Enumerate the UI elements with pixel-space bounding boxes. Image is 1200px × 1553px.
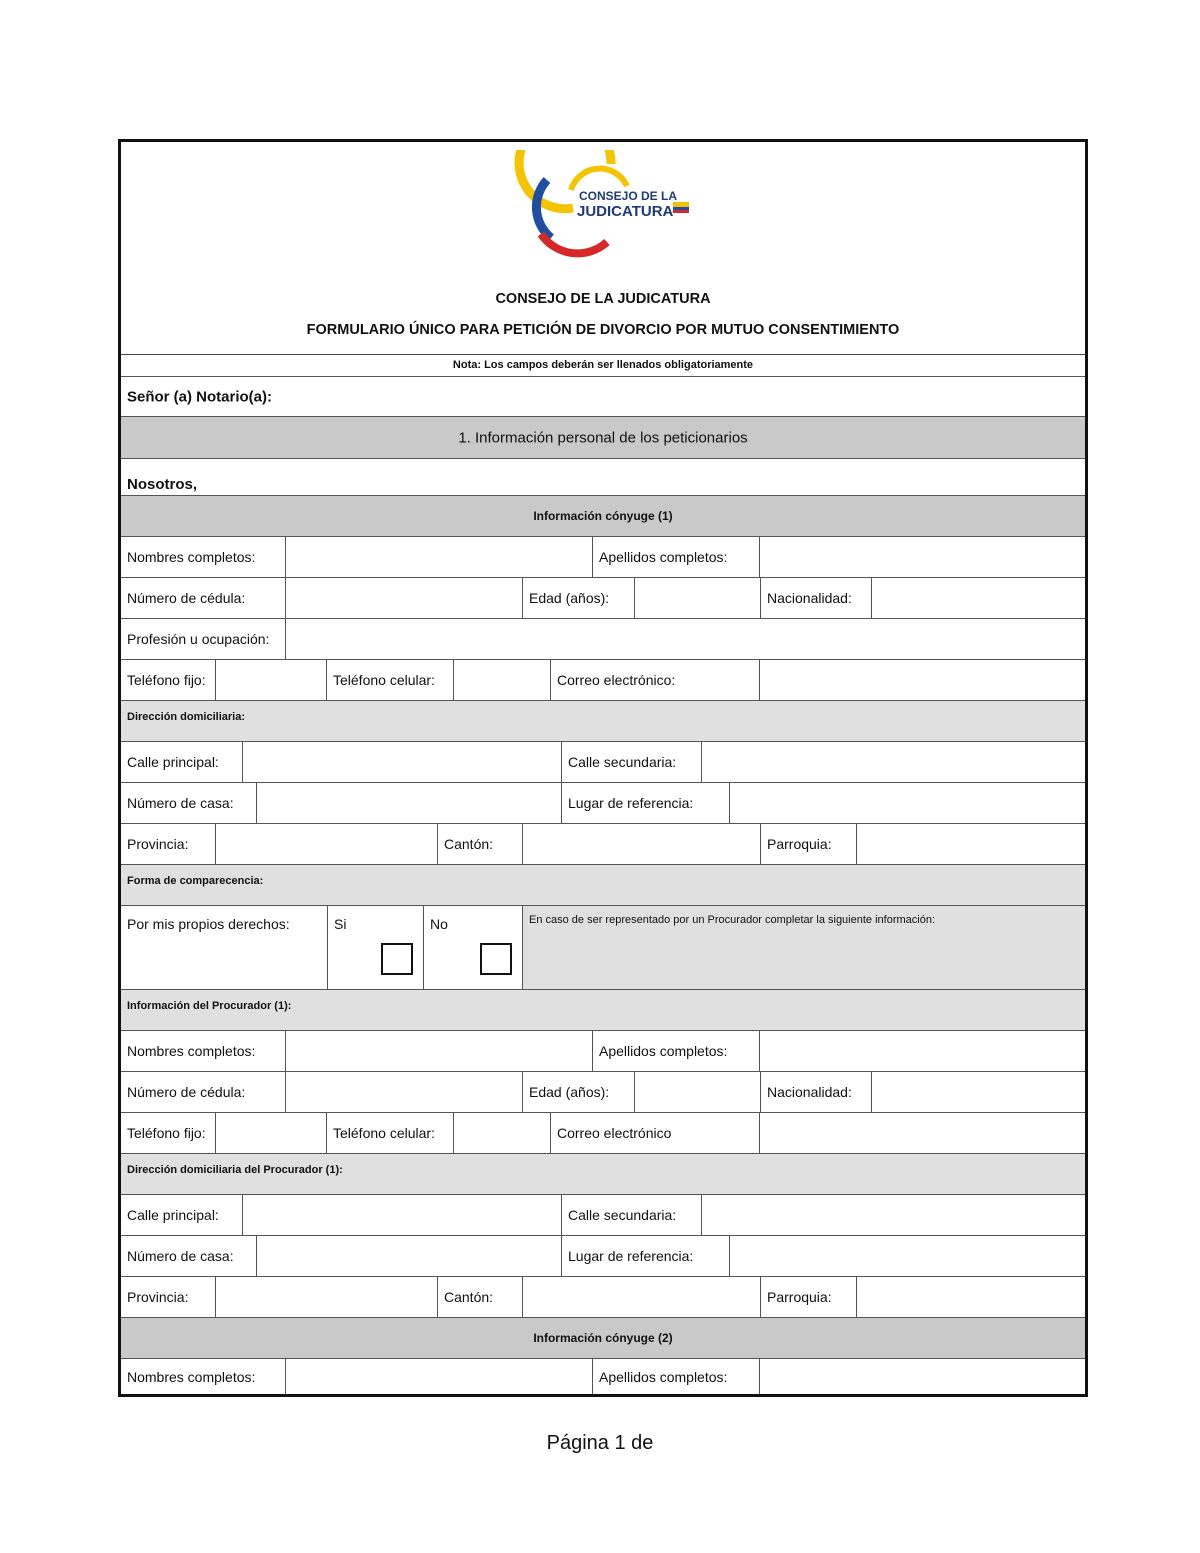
spouse1-apellidos-field[interactable] [759, 537, 1085, 577]
spouse1-direccion-label: Dirección domiciliaria: [127, 711, 245, 723]
procurador1-nacionalidad-field[interactable] [871, 1072, 1085, 1112]
spouse2-nombres-label: Nombres completos: [127, 1368, 256, 1385]
procurador1-provincia-field[interactable] [215, 1277, 437, 1317]
spouse2-apellidos-label: Apellidos completos: [599, 1368, 728, 1385]
spouse1-provincia-row [121, 824, 1085, 865]
addressee-row[interactable] [121, 377, 1085, 417]
procurador1-canton-field[interactable] [522, 1277, 760, 1317]
spouse1-title: Información cónyuge (1) [533, 509, 673, 523]
spouse1-edad-field[interactable] [634, 578, 760, 618]
addressee-label: Señor (a) Notario(a): [127, 388, 273, 405]
spouse1-provincia-label: Provincia: [127, 836, 189, 852]
spouse1-apellidos-label: Apellidos completos: [599, 549, 728, 565]
spouse1-nacionalidad-field[interactable] [871, 578, 1085, 618]
spouse1-calles-label: Calle secundaria: [568, 754, 677, 770]
spouse1-casa-label: Número de casa: [127, 795, 234, 811]
spouse1-callep-label: Calle principal: [127, 754, 219, 770]
note-row [121, 354, 1085, 377]
spouse1-telcelular-field[interactable] [453, 660, 550, 700]
spouse1-canton-field[interactable] [522, 824, 760, 864]
spouse1-edad-label: Edad (años): [529, 590, 610, 606]
spouse1-referencia-field[interactable] [729, 783, 1085, 823]
spouse1-derechos-row [121, 906, 1085, 990]
divorce-form [118, 139, 1088, 1397]
spouse1-derechos-label-cell [121, 906, 327, 989]
procurador1-provincia-row [121, 1277, 1085, 1318]
spouse1-telcelular-label: Teléfono celular: [333, 672, 435, 688]
spouse1-derechos-label: Por mis propios derechos: [127, 916, 290, 932]
procurador1-provincia-label: Provincia: [127, 1289, 189, 1305]
spouse2-nombres-field[interactable] [285, 1359, 592, 1394]
section1-title: 1. Información personal de los peticionarios [458, 429, 748, 446]
procurador1-referencia-label: Lugar de referencia: [568, 1248, 694, 1264]
procurador1-apellidos-label: Apellidos completos: [599, 1043, 728, 1059]
spouse1-parroquia-label-cell [760, 824, 856, 864]
procurador1-nombres-field[interactable] [285, 1031, 592, 1071]
spouse1-cedula-field[interactable] [285, 578, 522, 618]
spouse1-correo-label: Correo electrónico: [557, 672, 676, 688]
nosotros-row [121, 459, 1085, 496]
spouse1-names-row [121, 537, 1085, 578]
spouse1-apellidos-label-cell [592, 537, 759, 577]
spouse1-callep-label-cell [121, 742, 242, 782]
procurador1-correo-label-cell [550, 1113, 759, 1153]
spouse1-nombres-label-cell [121, 537, 285, 577]
procurador1-parroquia-label: Parroquia: [767, 1289, 832, 1305]
procurador1-calles-row [121, 1195, 1085, 1236]
procurador1-apellidos-field[interactable] [759, 1031, 1085, 1071]
procurador1-referencia-label-cell [561, 1236, 729, 1276]
spouse1-parroquia-field[interactable] [856, 824, 1085, 864]
procurador1-calles-field[interactable] [701, 1195, 1085, 1235]
spouse1-heading [121, 496, 1085, 537]
nosotros-label: Nosotros, [127, 476, 198, 493]
spouse1-forma-label: Forma de comparecencia: [127, 875, 264, 887]
spouse1-procurador-note: En caso de ser representado por un Procurador completar la siguiente información: [529, 914, 936, 926]
procurador1-nacionalidad-label-cell [760, 1072, 871, 1112]
spouse1-contact-row [121, 660, 1085, 701]
page-title: CONSEJO DE LA JUDICATURA [495, 291, 711, 307]
procurador1-nacionalidad-label: Nacionalidad: [767, 1084, 852, 1100]
procurador1-names-row [121, 1031, 1085, 1072]
section1-heading [121, 417, 1085, 459]
procurador1-parroquia-label-cell [760, 1277, 856, 1317]
spouse1-callep-field[interactable] [242, 742, 561, 782]
logo-text-line1: CONSEJO DE LA [579, 189, 678, 203]
procurador1-title: Información del Procurador (1): [127, 1000, 292, 1012]
procurador1-calles-label-cell [561, 1195, 701, 1235]
spouse1-forma-heading [121, 865, 1085, 906]
procurador1-telfijo-label: Teléfono fijo: [127, 1125, 206, 1141]
spouse1-cedula-label: Número de cédula: [127, 590, 246, 606]
procurador1-casa-field[interactable] [256, 1236, 561, 1276]
procurador1-referencia-field[interactable] [729, 1236, 1085, 1276]
spouse1-no-label: No [430, 916, 448, 932]
procurador1-cedula-field[interactable] [285, 1072, 522, 1112]
spouse1-profesion-field[interactable] [285, 619, 1085, 659]
spouse1-nombres-label: Nombres completos: [127, 549, 256, 565]
procurador1-callep-field[interactable] [242, 1195, 561, 1235]
spouse1-si-label: Si [334, 916, 347, 932]
procurador1-contact-row [121, 1113, 1085, 1154]
spouse1-canton-label: Cantón: [444, 836, 494, 852]
note-text: Nota: Los campos deberán ser llenados obligatoriamente [452, 359, 754, 371]
spouse1-si-cell [327, 906, 423, 989]
spouse1-profesion-label-cell [121, 619, 285, 659]
procurador1-correo-label: Correo electrónico [557, 1125, 672, 1141]
spouse2-apellidos-label-cell [592, 1359, 759, 1394]
procurador1-telcelular-field[interactable] [453, 1113, 550, 1153]
judicatura-logo [511, 150, 701, 260]
spouse1-id-row [121, 578, 1085, 619]
spouse1-provincia-label-cell [121, 824, 215, 864]
procurador1-edad-label-cell [522, 1072, 634, 1112]
spouse1-profesion-row [121, 619, 1085, 660]
spouse1-cedula-label-cell [121, 578, 285, 618]
spouse1-edad-label-cell [522, 578, 634, 618]
procurador1-nombres-label-cell [121, 1031, 285, 1071]
procurador1-direccion-heading [121, 1154, 1085, 1195]
spouse1-correo-field[interactable] [759, 660, 1085, 700]
procurador1-canton-label-cell [437, 1277, 522, 1317]
procurador1-correo-field[interactable] [759, 1113, 1085, 1153]
procurador1-casa-row [121, 1236, 1085, 1277]
procurador1-telcelular-label: Teléfono celular: [333, 1125, 435, 1141]
page-footer: Página 1 de [546, 1432, 654, 1454]
spouse1-referencia-label-cell [561, 783, 729, 823]
spouse2-apellidos-field[interactable] [759, 1359, 1085, 1394]
spouse1-referencia-label: Lugar de referencia: [568, 795, 694, 811]
procurador1-apellidos-label-cell [592, 1031, 759, 1071]
spouse1-parroquia-label: Parroquia: [767, 836, 832, 852]
procurador1-casa-label: Número de casa: [127, 1248, 234, 1264]
spouse1-casa-label-cell [121, 783, 256, 823]
procurador1-id-row [121, 1072, 1085, 1113]
spouse1-telfijo-field[interactable] [215, 660, 326, 700]
spouse1-nacionalidad-label-cell [760, 578, 871, 618]
page-subtitle: FORMULARIO ÚNICO PARA PETICIÓN DE DIVORCIO POR MUTUO CONSENTIMIENTO [306, 322, 900, 338]
spouse1-procurador-note-cell [522, 906, 1085, 989]
procurador1-calles-label: Calle secundaria: [568, 1207, 677, 1223]
procurador1-callep-label: Calle principal: [127, 1207, 219, 1223]
spouse1-provincia-field[interactable] [215, 824, 437, 864]
procurador1-provincia-label-cell [121, 1277, 215, 1317]
spouse1-calles-label-cell [561, 742, 701, 782]
spouse2-nombres-label-cell [121, 1359, 285, 1394]
spouse2-title: Información cónyuge (2) [533, 1331, 673, 1345]
procurador1-callep-label-cell [121, 1195, 242, 1235]
logo-text-line2: JUDICATURA [577, 203, 674, 220]
spouse1-nacionalidad-label: Nacionalidad: [767, 590, 852, 606]
spouse1-telfijo-label: Teléfono fijo: [127, 672, 206, 688]
form-header [121, 142, 1085, 355]
spouse1-nombres-field[interactable] [285, 537, 592, 577]
spouse1-no-checkbox[interactable] [480, 943, 512, 975]
procurador1-nombres-label: Nombres completos: [127, 1043, 256, 1059]
spouse1-si-checkbox[interactable] [381, 943, 413, 975]
spouse1-calles-row [121, 742, 1085, 783]
spouse2-heading [121, 1318, 1085, 1359]
procurador1-telfijo-label-cell [121, 1113, 215, 1153]
spouse1-direccion-heading [121, 701, 1085, 742]
spouse1-casa-field[interactable] [256, 783, 561, 823]
procurador1-telfijo-field[interactable] [215, 1113, 326, 1153]
spouse1-no-cell [423, 906, 522, 989]
procurador1-cedula-label: Número de cédula: [127, 1084, 246, 1100]
procurador1-parroquia-field[interactable] [856, 1277, 1085, 1317]
spouse2-names-row [121, 1359, 1085, 1394]
procurador1-edad-field[interactable] [634, 1072, 760, 1112]
spouse1-casa-row [121, 783, 1085, 824]
spouse1-calles-field[interactable] [701, 742, 1085, 782]
procurador1-direccion-label: Dirección domiciliaria del Procurador (1): [127, 1164, 343, 1176]
spouse1-correo-label-cell [550, 660, 759, 700]
procurador1-canton-label: Cantón: [444, 1289, 494, 1305]
spouse1-canton-label-cell [437, 824, 522, 864]
spouse1-profesion-label: Profesión u ocupación: [127, 631, 270, 647]
spouse1-telcelular-label-cell [326, 660, 453, 700]
procurador1-telcelular-label-cell [326, 1113, 453, 1153]
procurador1-casa-label-cell [121, 1236, 256, 1276]
procurador1-edad-label: Edad (años): [529, 1084, 610, 1100]
spouse1-telfijo-label-cell [121, 660, 215, 700]
procurador1-heading [121, 990, 1085, 1031]
procurador1-cedula-label-cell [121, 1072, 285, 1112]
